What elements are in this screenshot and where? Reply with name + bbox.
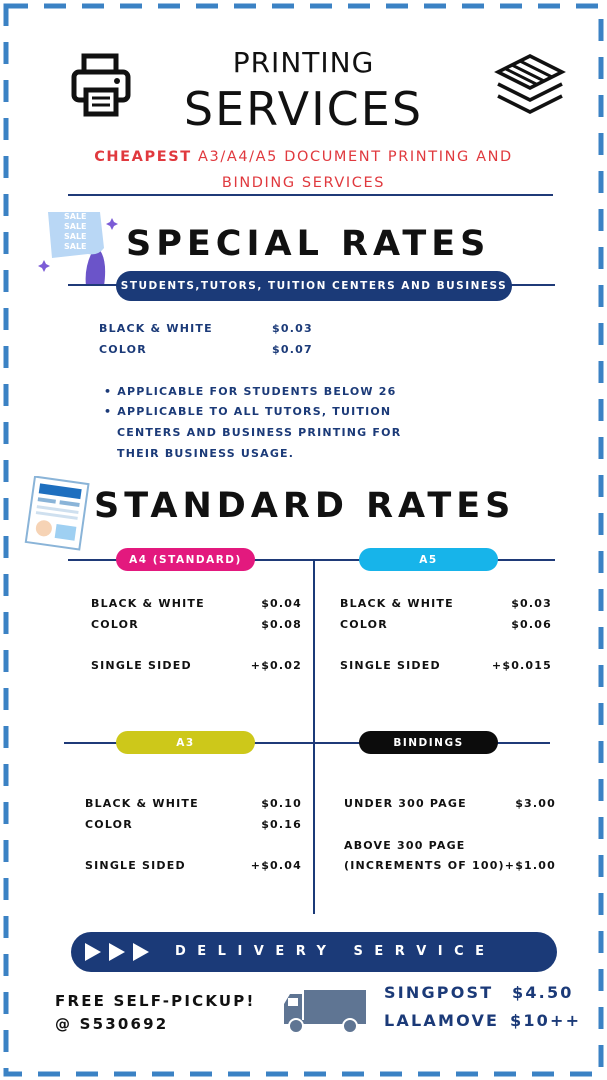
a4-bw-label: BLACK & WHITE — [91, 597, 205, 610]
standard-rates-title: STANDARD RATES — [94, 486, 516, 526]
special-color-label: COLOR — [99, 343, 147, 356]
a5-single-label: SINGLE SIDED — [340, 659, 441, 672]
bindings-under-label: UNDER 300 PAGE — [344, 797, 467, 810]
subtitle-line2: BINDING SERVICES — [221, 175, 386, 191]
header-divider — [68, 194, 553, 196]
special-note-3: CENTERS AND BUSINESS PRINTING FOR — [117, 426, 402, 439]
special-bw-price: $0.03 — [272, 322, 313, 335]
a4-label: A4 (STANDARD) — [116, 548, 255, 571]
truck-icon — [282, 988, 368, 1034]
flyer-icon — [22, 476, 92, 552]
a4-color-label: COLOR — [91, 618, 139, 631]
pickup-line-2: @ S530692 — [55, 1015, 169, 1033]
a3-single-label: SINGLE SIDED — [85, 859, 186, 872]
sale-word: SALE — [64, 212, 87, 221]
a5-bw-label: BLACK & WHITE — [340, 597, 454, 610]
delivery-banner — [71, 932, 557, 972]
delivery-banner-text: DELIVERY SERVICE — [175, 944, 496, 959]
a4-single-price: +$0.02 — [250, 659, 302, 672]
sale-word: SALE — [64, 232, 87, 241]
sale-icon — [38, 208, 120, 288]
a5-color-label: COLOR — [340, 618, 388, 631]
a5-bw-price: $0.03 — [511, 597, 552, 610]
pickup-line-1: FREE SELF-PICKUP! — [55, 992, 256, 1010]
a5-single-price: +$0.015 — [491, 659, 552, 672]
special-note-1: • APPLICABLE FOR STUDENTS BELOW 26 — [104, 385, 397, 398]
special-rates-title: SPECIAL RATES — [126, 224, 491, 264]
a3-label: A3 — [116, 731, 255, 754]
center-divider — [313, 559, 315, 914]
a3-bw-label: BLACK & WHITE — [85, 797, 199, 810]
bindings-above-label-2: (INCREMENTS OF 100) — [344, 859, 505, 872]
subtitle-bold: CHEAPEST — [94, 149, 192, 165]
bindings-above-price: +$1.00 — [504, 859, 556, 872]
singpost-price: $4.50 — [512, 983, 574, 1002]
special-note-2: • APPLICABLE TO ALL TUTORS, TUITION — [104, 405, 392, 418]
sale-word: SALE — [64, 242, 87, 251]
a4-color-price: $0.08 — [261, 618, 302, 631]
bindings-label: BINDINGS — [359, 731, 498, 754]
special-color-price: $0.07 — [272, 343, 313, 356]
title-printing: PRINTING — [232, 46, 375, 79]
a4-bw-price: $0.04 — [261, 597, 302, 610]
a4-single-label: SINGLE SIDED — [91, 659, 192, 672]
a5-color-price: $0.06 — [511, 618, 552, 631]
a3-single-price: +$0.04 — [250, 859, 302, 872]
special-bw-label: BLACK & WHITE — [99, 322, 213, 335]
a5-label: A5 — [359, 548, 498, 571]
special-note-4: THEIR BUSINESS USAGE. — [117, 447, 295, 460]
bindings-under-price: $3.00 — [515, 797, 556, 810]
subtitle — [60, 144, 547, 196]
sale-word: SALE — [64, 222, 87, 231]
a3-bw-price: $0.10 — [261, 797, 302, 810]
subtitle-line1: A3/A4/A5 DOCUMENT PRINTING AND — [197, 149, 513, 165]
title-services: SERVICES — [183, 82, 424, 136]
lalamove-label: LALAMOVE — [384, 1011, 500, 1030]
special-banner: STUDENTS,TUTORS, TUITION CENTERS AND BUSINESS — [116, 271, 512, 301]
a3-color-label: COLOR — [85, 818, 133, 831]
bindings-above-label-1: ABOVE 300 PAGE — [344, 839, 466, 852]
a3-color-price: $0.16 — [261, 818, 302, 831]
lalamove-price: $10++ — [510, 1011, 582, 1030]
singpost-label: SINGPOST — [384, 983, 494, 1002]
play-arrows-icon — [85, 943, 155, 961]
